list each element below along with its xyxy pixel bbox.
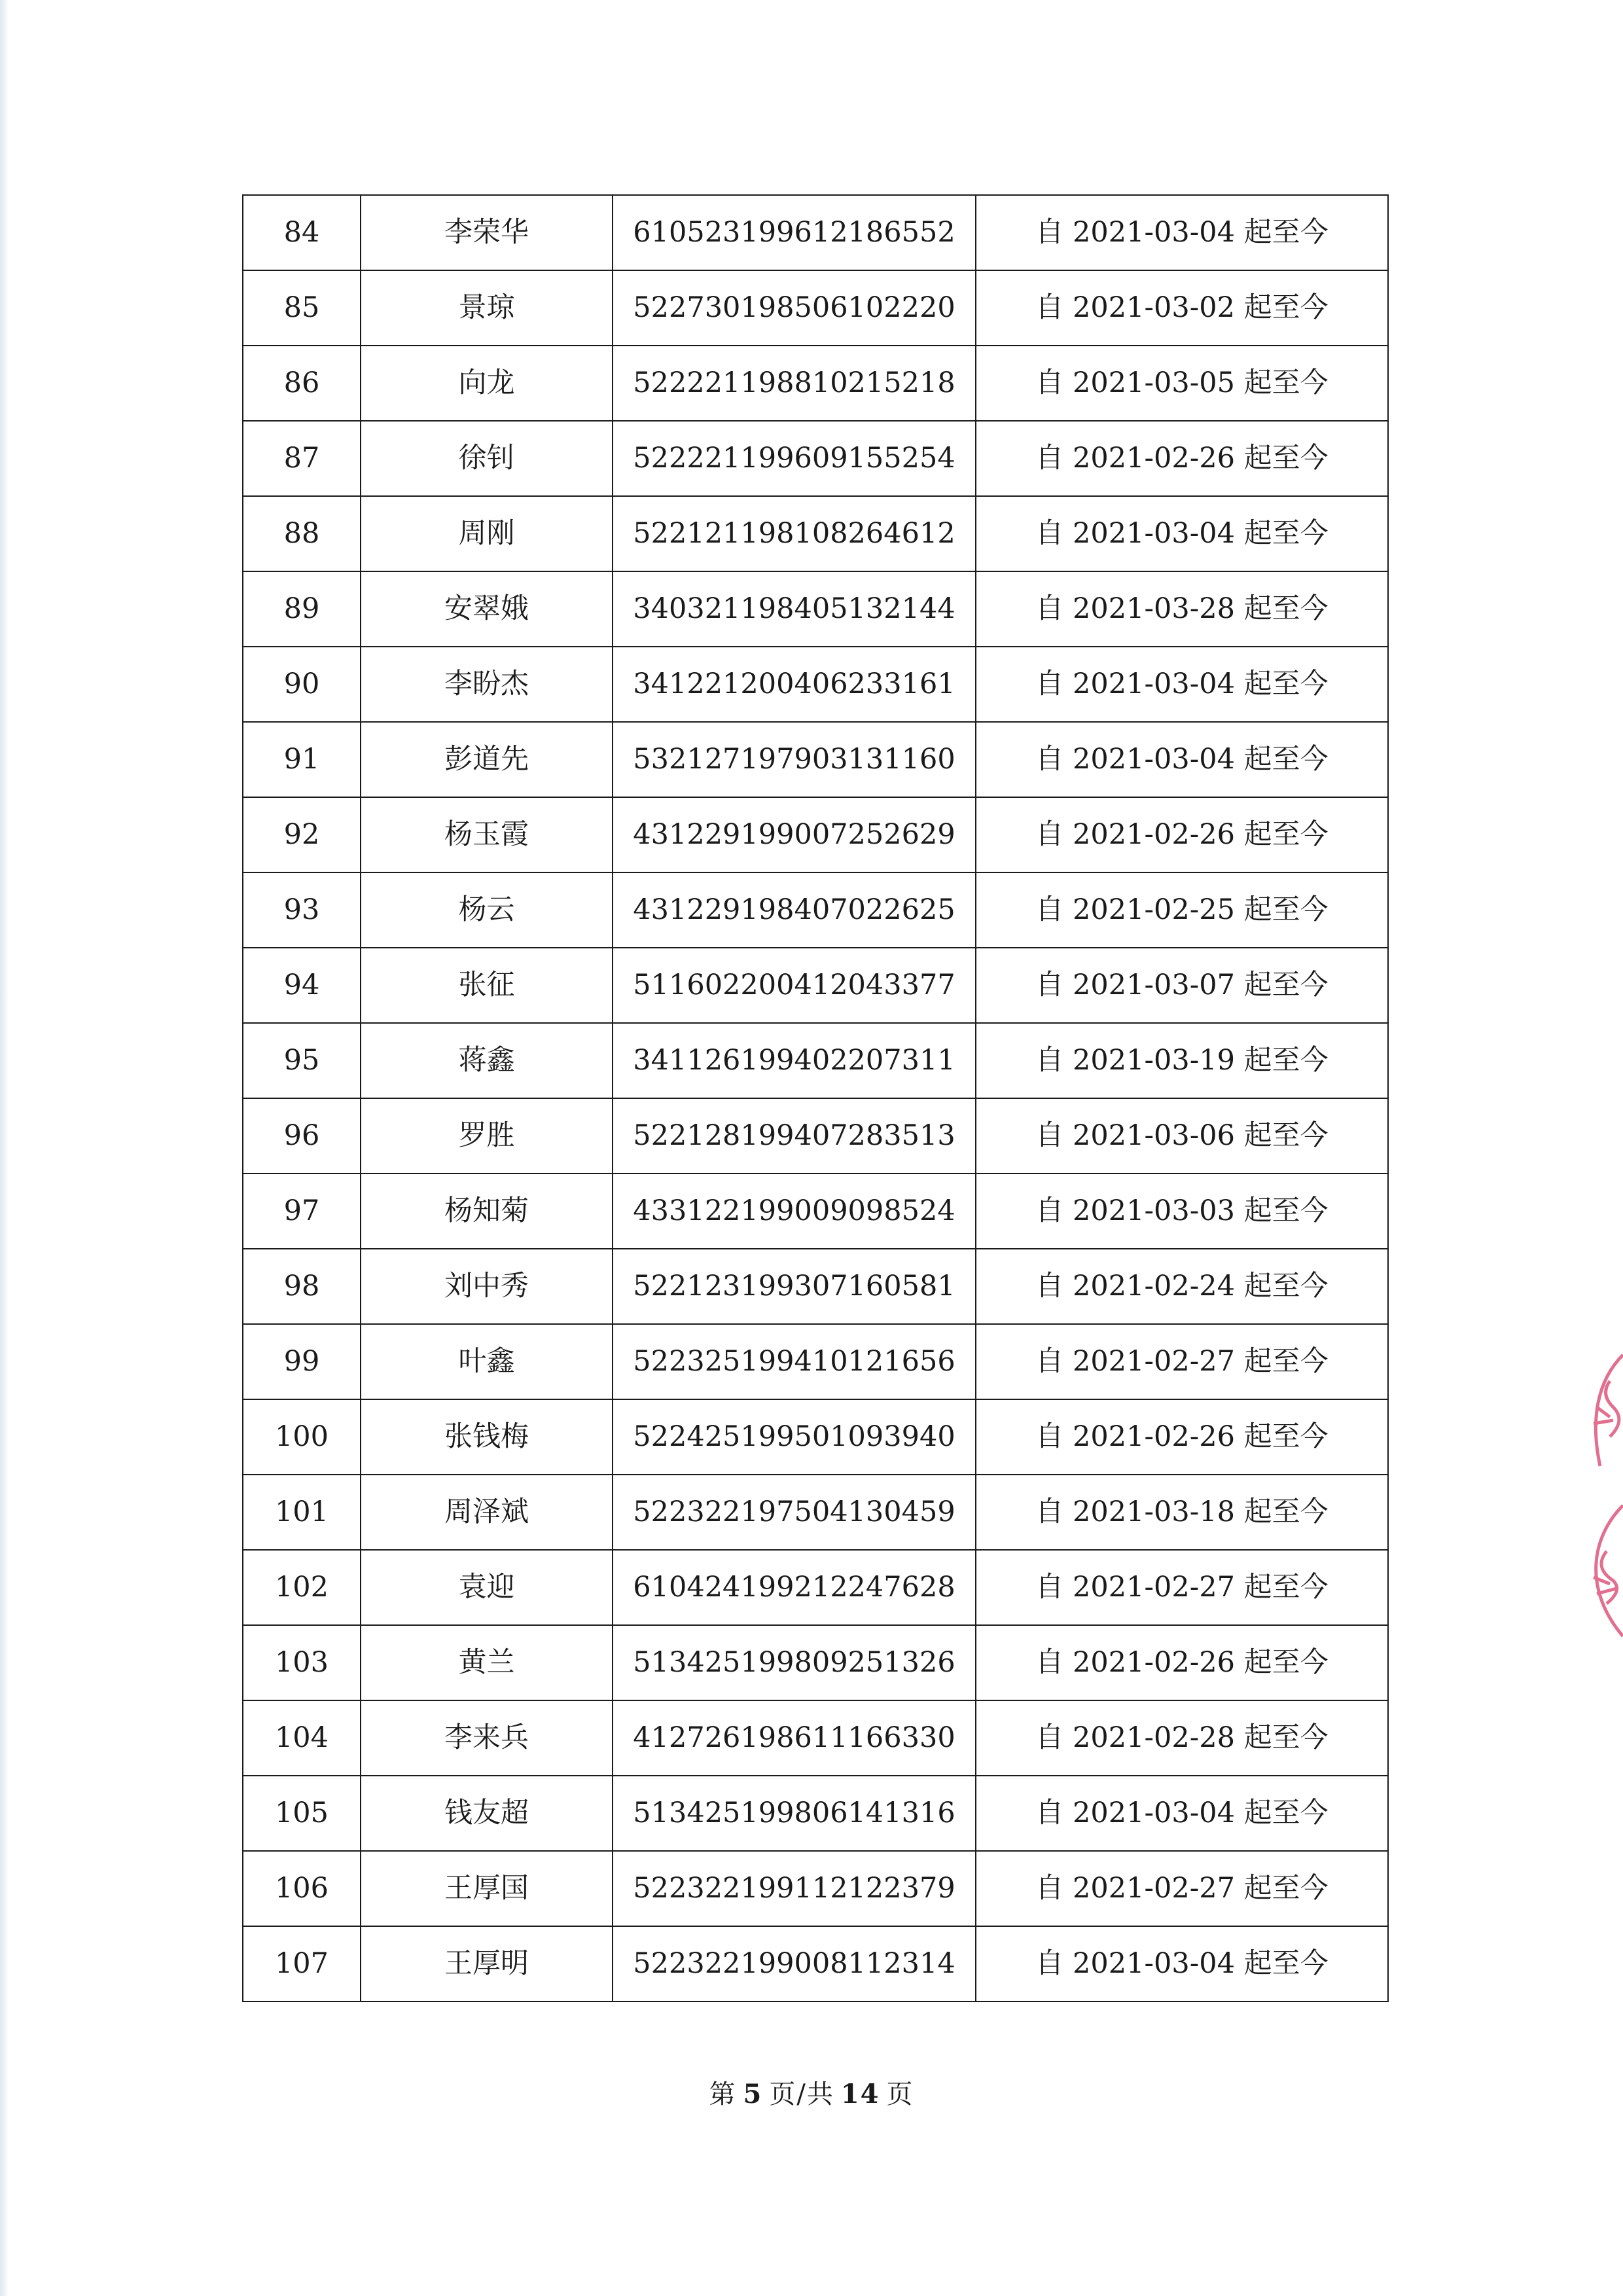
page-footer [0, 2073, 1623, 2111]
row-number-cell: 103 [243, 1625, 361, 1700]
period-cell: 自 2021-02-26 起至今 [976, 1625, 1388, 1700]
row-number-cell: 96 [243, 1098, 361, 1174]
period-cell: 自 2021-03-04 起至今 [976, 195, 1388, 270]
name-cell: 杨云 [361, 872, 613, 948]
name-cell: 袁迎 [361, 1550, 613, 1625]
period-cell: 自 2021-03-06 起至今 [976, 1098, 1388, 1174]
row-number-cell: 99 [243, 1324, 361, 1399]
period-cell: 自 2021-03-28 起至今 [976, 571, 1388, 647]
name-cell: 蒋鑫 [361, 1023, 613, 1098]
table-row [243, 797, 1388, 872]
table-row [243, 948, 1388, 1023]
table-row [243, 1550, 1388, 1625]
total-page-number: 14 [840, 2079, 880, 2109]
id-number-cell: 522425199501093940 [613, 1399, 976, 1475]
period-cell: 自 2021-03-04 起至今 [976, 1776, 1388, 1851]
id-number-cell: 431229198407022625 [613, 872, 976, 948]
id-number-cell: 522730198506102220 [613, 270, 976, 346]
row-number-cell: 87 [243, 421, 361, 496]
name-cell: 杨知菊 [361, 1174, 613, 1249]
row-number-cell: 98 [243, 1249, 361, 1324]
footer-suffix: 页 [886, 2079, 914, 2109]
table-row [243, 421, 1388, 496]
period-cell: 自 2021-02-26 起至今 [976, 421, 1388, 496]
table-row [243, 1625, 1388, 1700]
period-cell: 自 2021-02-27 起至今 [976, 1851, 1388, 1926]
row-number-cell: 84 [243, 195, 361, 270]
name-cell: 周刚 [361, 496, 613, 571]
name-cell: 向龙 [361, 346, 613, 421]
name-cell: 罗胜 [361, 1098, 613, 1174]
id-number-cell: 610424199212247628 [613, 1550, 976, 1625]
name-cell: 张钱梅 [361, 1399, 613, 1475]
row-number-cell: 106 [243, 1851, 361, 1926]
name-cell: 杨玉霞 [361, 797, 613, 872]
name-cell: 刘中秀 [361, 1249, 613, 1324]
name-cell: 黄兰 [361, 1625, 613, 1700]
name-cell: 安翠娥 [361, 571, 613, 647]
table-row [243, 195, 1388, 270]
table-row [243, 872, 1388, 948]
table-row [243, 270, 1388, 346]
table-row [243, 346, 1388, 421]
table-row [243, 571, 1388, 647]
name-cell: 景琼 [361, 270, 613, 346]
row-number-cell: 85 [243, 270, 361, 346]
footer-middle: 页/共 [769, 2079, 834, 2109]
id-number-cell: 513425199809251326 [613, 1625, 976, 1700]
name-cell: 彭道先 [361, 722, 613, 797]
period-cell: 自 2021-02-28 起至今 [976, 1700, 1388, 1776]
table-row [243, 496, 1388, 571]
name-cell: 李来兵 [361, 1700, 613, 1776]
id-number-cell: 522322197504130459 [613, 1475, 976, 1550]
period-cell: 自 2021-02-27 起至今 [976, 1550, 1388, 1625]
name-cell: 徐钊 [361, 421, 613, 496]
row-number-cell: 94 [243, 948, 361, 1023]
table-row [243, 1475, 1388, 1550]
table-row [243, 1023, 1388, 1098]
id-number-cell: 522325199410121656 [613, 1324, 976, 1399]
id-number-cell: 341221200406233161 [613, 647, 976, 722]
id-number-cell: 513425199806141316 [613, 1776, 976, 1851]
id-number-cell: 511602200412043377 [613, 948, 976, 1023]
id-number-cell: 431229199007252629 [613, 797, 976, 872]
name-cell: 王厚明 [361, 1926, 613, 2001]
id-number-cell: 522322199008112314 [613, 1926, 976, 2001]
table-row [243, 647, 1388, 722]
name-cell: 叶鑫 [361, 1324, 613, 1399]
row-number-cell: 104 [243, 1700, 361, 1776]
row-number-cell: 102 [243, 1550, 361, 1625]
current-page-number: 5 [743, 2079, 763, 2109]
name-cell: 钱友超 [361, 1776, 613, 1851]
id-number-cell: 341126199402207311 [613, 1023, 976, 1098]
row-number-cell: 91 [243, 722, 361, 797]
table-row [243, 1700, 1388, 1776]
table-row [243, 1098, 1388, 1174]
table-row [243, 722, 1388, 797]
name-cell: 李盼杰 [361, 647, 613, 722]
roster-table-body [243, 195, 1388, 2001]
id-number-cell: 532127197903131160 [613, 722, 976, 797]
table-row [243, 1776, 1388, 1851]
table-row [243, 1324, 1388, 1399]
row-number-cell: 105 [243, 1776, 361, 1851]
period-cell: 自 2021-03-02 起至今 [976, 270, 1388, 346]
id-number-cell: 340321198405132144 [613, 571, 976, 647]
row-number-cell: 89 [243, 571, 361, 647]
id-number-cell: 522322199112122379 [613, 1851, 976, 1926]
row-number-cell: 101 [243, 1475, 361, 1550]
id-number-cell: 522221198810215218 [613, 346, 976, 421]
row-number-cell: 97 [243, 1174, 361, 1249]
row-number-cell: 86 [243, 346, 361, 421]
row-number-cell: 90 [243, 647, 361, 722]
period-cell: 自 2021-03-04 起至今 [976, 1926, 1388, 2001]
name-cell: 张征 [361, 948, 613, 1023]
period-cell: 自 2021-02-24 起至今 [976, 1249, 1388, 1324]
id-number-cell: 522121198108264612 [613, 496, 976, 571]
row-number-cell: 107 [243, 1926, 361, 2001]
name-cell: 李荣华 [361, 195, 613, 270]
row-number-cell: 88 [243, 496, 361, 571]
period-cell: 自 2021-02-26 起至今 [976, 1399, 1388, 1475]
period-cell: 自 2021-03-19 起至今 [976, 1023, 1388, 1098]
id-number-cell: 522123199307160581 [613, 1249, 976, 1324]
row-number-cell: 100 [243, 1399, 361, 1475]
footer-prefix: 第 [709, 2079, 737, 2109]
id-number-cell: 412726198611166330 [613, 1700, 976, 1776]
period-cell: 自 2021-03-04 起至今 [976, 722, 1388, 797]
table-row [243, 1249, 1388, 1324]
id-number-cell: 433122199009098524 [613, 1174, 976, 1249]
row-number-cell: 95 [243, 1023, 361, 1098]
period-cell: 自 2021-03-05 起至今 [976, 346, 1388, 421]
partial-red-seal-stamp [1571, 1342, 1623, 1649]
period-cell: 自 2021-02-26 起至今 [976, 797, 1388, 872]
period-cell: 自 2021-02-27 起至今 [976, 1324, 1388, 1399]
table-row [243, 1399, 1388, 1475]
id-number-cell: 522128199407283513 [613, 1098, 976, 1174]
name-cell: 王厚国 [361, 1851, 613, 1926]
period-cell: 自 2021-03-07 起至今 [976, 948, 1388, 1023]
period-cell: 自 2021-02-25 起至今 [976, 872, 1388, 948]
id-number-cell: 522221199609155254 [613, 421, 976, 496]
period-cell: 自 2021-03-18 起至今 [976, 1475, 1388, 1550]
id-number-cell: 610523199612186552 [613, 195, 976, 270]
period-cell: 自 2021-03-04 起至今 [976, 496, 1388, 571]
scan-edge-shadow [0, 0, 9, 2296]
period-cell: 自 2021-03-04 起至今 [976, 647, 1388, 722]
table-row [243, 1174, 1388, 1249]
period-cell: 自 2021-03-03 起至今 [976, 1174, 1388, 1249]
row-number-cell: 92 [243, 797, 361, 872]
table-row [243, 1851, 1388, 1926]
name-cell: 周泽斌 [361, 1475, 613, 1550]
table-row [243, 1926, 1388, 2001]
roster-table [242, 194, 1389, 2002]
row-number-cell: 93 [243, 872, 361, 948]
